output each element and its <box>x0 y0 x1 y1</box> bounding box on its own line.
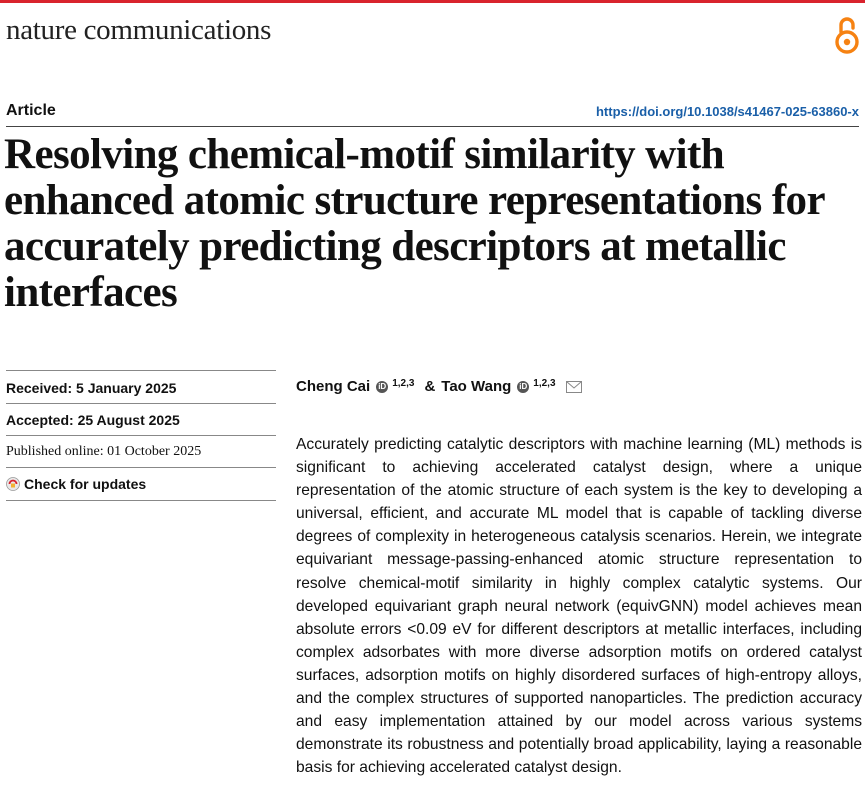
meta-divider <box>6 370 276 371</box>
meta-divider <box>6 500 276 501</box>
orcid-icon[interactable]: iD <box>378 382 387 391</box>
author-affiliations: 1,2,3 <box>533 378 556 389</box>
meta-divider <box>6 467 276 468</box>
mail-icon[interactable] <box>566 381 582 393</box>
author-name[interactable]: Tao Wang <box>441 378 512 395</box>
accepted-date: Accepted: 25 August 2025 <box>6 412 180 428</box>
check-for-updates-icon <box>6 477 20 491</box>
check-for-updates-button[interactable] <box>6 476 146 492</box>
author-separator: & <box>424 378 436 395</box>
abstract-text: Accurately predicting catalytic descriptors with machine learning (ML) methods is significant to achieving accelerated catalyst design, where a unique representation of the atomic structure of each system is the key to developing a universal, efficient, and accurate ML model that is capable of tackling diverse degrees of complexity in heterogeneous catalysis scenarios. Herein, we integrate equivariant message-passing-enhanced atomic structure representation to resolve chemical-motif similarity in highly complex catalytic systems. Our developed equivariant graph neural network (equivGNN) model achieves mean absolute errors <0.09 eV for different descriptors at metallic interfaces, including complex adsorbates with more diverse adsorption motifs on ordered catalyst surfaces, adsorption motifs on highly disordered surfaces of high-entropy alloys, and the complex structures of supported nanoparticles. The prediction accuracy and easy implementation attained by our model across various systems demonstrate its robustness and potentially broad applicability, laying a reasonable basis for achieving accelerated catalyst design. <box>296 436 862 777</box>
meta-divider <box>6 435 276 436</box>
doi-link[interactable]: https://doi.org/10.1038/s41467-025-63860-x <box>595 104 859 119</box>
meta-divider <box>6 403 276 404</box>
published-date: Published online: 01 October 2025 <box>6 444 202 459</box>
author-name[interactable]: Cheng Cai <box>296 378 371 395</box>
open-access-lock-icon <box>832 15 862 55</box>
article-title: Resolving chemical-motif similarity with enhanced atomic structure representations for accurately predicting descriptors at metallic interfaces <box>4 131 825 316</box>
author-affiliations: 1,2,3 <box>392 378 415 389</box>
header-divider <box>6 126 859 127</box>
journal-name[interactable]: nature communications <box>6 14 272 46</box>
received-date: Received: 5 January 2025 <box>6 380 177 396</box>
author-list <box>296 378 582 395</box>
accent-bar <box>0 0 865 3</box>
check-for-updates-label: Check for updates <box>24 476 147 492</box>
article-type-label: Article <box>6 102 56 119</box>
orcid-icon[interactable]: iD <box>519 382 528 391</box>
